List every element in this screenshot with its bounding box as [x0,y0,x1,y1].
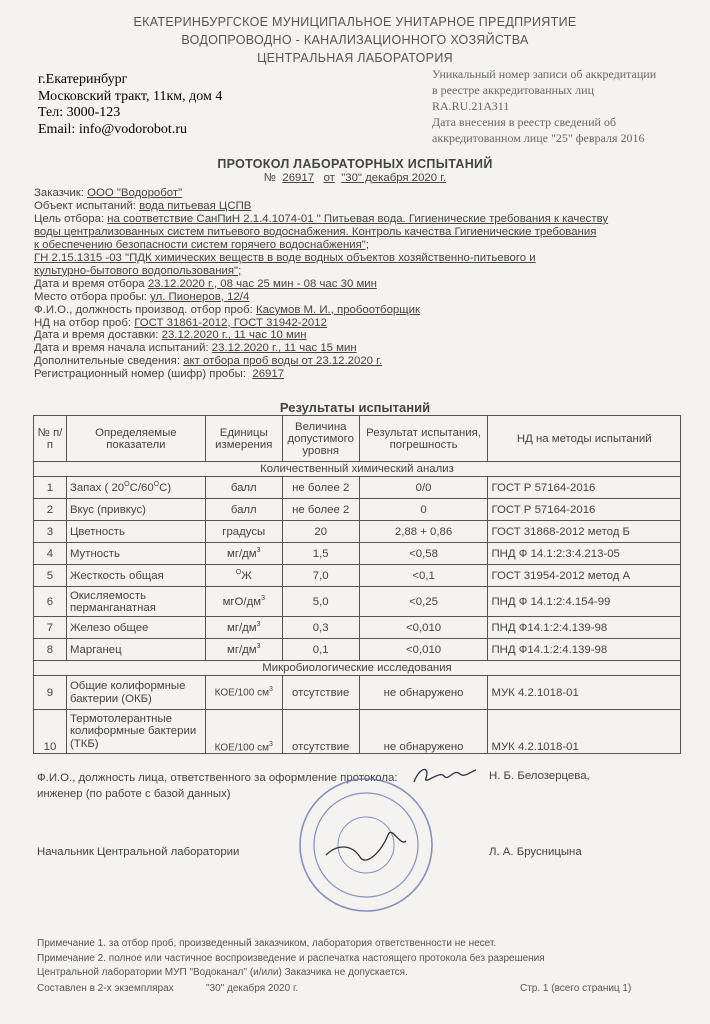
note: Примечание 1. за отбор проб, произведенный заказчиком, лаборатория ответственности не несет. [37,938,497,949]
footer-copies: Составлен в 2-х экземплярах [37,983,174,994]
cell-result: <0,1 [359,565,488,587]
cell-name-line: Общие колиформные [69,680,186,692]
header-unit: Единицы измерения [205,416,282,462]
field-label: Дата и время доставки: [34,329,159,342]
cell-limit: 1,5 [282,543,359,565]
header-num: № п/п [34,416,67,462]
cell-name [66,587,205,617]
accreditation-line: в реестре аккредитованных лиц [432,83,594,97]
cell-unit: КОЕ/100 $см^3$ [205,710,282,754]
protocol-number: 26917 [282,172,315,184]
note: Примечание 2. полное или частичное воспроизведение и распечатка настоящего протокола без разрешения [37,952,545,964]
field-label: НД на отбор проб: [34,316,132,329]
sampling-datetime: 23.12.2020 г., 08 час 25 мин - 08 час 30 мин [147,277,377,290]
cell-limit: не более 2 [282,499,359,521]
org-name-line3: ЦЕНТРАЛЬНАЯ ЛАБОРАТОРИЯ [257,51,453,65]
cell-unit-text: мг/дм [226,621,257,634]
table-row [34,565,681,587]
field-label: Ф.И.О., должность производ. отбор проб: [34,303,253,316]
cell-unit: КОЕ/100 $см^3$ [205,676,282,710]
cell-name: Запах ( $20^OC/60^OC$) [66,477,205,499]
cell-method: МУК 4.2.1018-01 [488,710,681,754]
table-row [34,521,681,543]
cell-name-line: перманганатная [69,601,156,614]
cell-name-line: Термотолерантные [69,712,172,725]
cell-num: 4 [34,543,67,565]
cell-limit: отсутствие [282,710,359,754]
cell-num: 2 [34,499,67,521]
cell-method: ГОСТ 31868-2012 метод Б [488,521,681,543]
results-table [33,415,681,754]
cell-unit: $мг/дм^3$ [205,617,282,639]
cell-num: 5 [34,565,67,587]
purpose-value: культурно-бытового водопользования"; [34,264,242,277]
cell-unit-text: мг/дм [226,547,257,560]
cell-method: МУК 4.2.1018-01 [488,676,681,710]
field-label: Дополнительные сведения: [34,355,181,368]
header-limit: Величина допустимого уровня [282,416,359,462]
results-title: Результаты испытаний [279,400,431,415]
purpose-value: на соответствие СанПиН 2.1.4.1074-01 " Питьевая вода. Гигиенические требования к качеству [107,212,609,225]
protocol-number-line [0,172,710,184]
responsible-position: инженер (по работе с базой данных) [37,788,231,800]
cell-limit: не более 2 [282,477,359,499]
cell-unit: $мг/дм^3$ [205,543,282,565]
section-micro: Микробиологические исследования [34,661,681,676]
cell-limit: 0,3 [282,617,359,639]
org-name-line2: ВОДОПРОВОДНО - КАНАЛИЗАЦИОННОГО ХОЗЯЙСТВА [181,33,529,47]
cell-method: ГОСТ Р 57164-2016 [488,499,681,521]
cell-unit: мгО/$дм^3$ [205,587,282,617]
cell-method: ГОСТ Р 57164-2016 [488,477,681,499]
cell-num: 7 [34,617,67,639]
header-indicator: Определяемые показатели [66,416,205,462]
field-label: Цель отбора: [34,212,105,225]
nd-value: ГОСТ 31861-2012, ГОСТ 31942-2012 [134,316,327,329]
official-stamp [296,775,436,915]
head-title: Начальник Центральной лаборатории [37,846,240,858]
field-label: Дата и время начала испытаний: [34,342,209,355]
field-label: Заказчик: [34,187,84,199]
cell-unit-text: Ж [241,569,252,582]
protocol-date: "30" декабря 2020 г. [341,172,447,184]
sampling-place: ул. Пионеров, 12/4 [150,290,250,303]
cell-method: ПНД Ф 14.1:2:3:4.213-05 [488,543,681,565]
table-row [34,587,681,617]
responsible-label: Ф.И.О., должность лица, ответственного за оформление протокола: [37,772,398,784]
section-chem: Количественный химический анализ [34,462,681,477]
cell-num: 8 [34,639,67,661]
cell-unit: градусы [205,521,282,543]
cell-result: <0,58 [359,543,488,565]
cell-result: <0,010 [359,617,488,639]
cell-name [66,710,205,754]
table-row [34,710,681,754]
cell-name: Цветность [66,521,205,543]
cell-name-line: бактерии (ОКБ) [69,692,152,705]
notes-block [37,937,545,981]
contact-block [38,72,222,138]
cell-limit: 0,1 [282,639,359,661]
cell-unit-text: мг/дм [226,643,257,656]
cell-name: Железо общее [66,617,205,639]
delivery-value: 23.12.2020 г., 11 час 10 мин [161,329,307,342]
contact-email: Email: info@vodorobot.ru [38,121,187,137]
date-prefix: от [323,172,335,184]
cell-num: 9 [34,676,67,710]
customer-value: ООО "Водоробот" [87,187,183,199]
cell-unit-text: мгО/дм [222,595,262,608]
cell-limit: отсутствие [282,676,359,710]
cell-method: ГОСТ 31954-2012 метод А [488,565,681,587]
cell-result: не обнаружено [359,710,488,754]
head-name: Л. А. Брусницына [489,846,582,858]
cell-name-line: Окисляемость [69,589,147,602]
cell-result: 0/0 [359,477,488,499]
extra-value: акт отбора проб воды от 23.12.2020 г. [183,355,383,368]
cell-name-text: Запах ( 20 [69,481,125,494]
note: Центральной лаборатории МУП "Водоканал" (и/или) Заказчика не допускается. [37,967,408,978]
cell-unit: $^O$Ж [205,565,282,587]
cell-name: Марганец [66,639,205,661]
cell-unit-text: КОЕ/100 см [214,742,269,753]
cell-name: Вкус (привкус) [66,499,205,521]
contact-phone: Тел: 3000-123 [38,105,121,120]
cell-limit: 7,0 [282,565,359,587]
cell-result: не обнаружено [359,676,488,710]
cell-result: 0 [359,499,488,521]
org-name-line1: ЕКАТЕРИНБУРГСКОЕ МУНИЦИПАЛЬНОЕ УНИТАРНОЕ ПРЕДПРИЯТИЕ [133,15,577,29]
purpose-value: к обеспечению безопасности систем горячего водоснабжения"; [34,238,369,251]
table-row [34,639,681,661]
cell-result: <0,010 [359,639,488,661]
field-label: Дата и время отбора [34,277,145,290]
footer-page: Стр. 1 (всего страниц 1) [520,983,632,994]
field-label: Место отбора пробы: [34,290,147,303]
protocol-title: ПРОТОКОЛ ЛАБОРАТОРНЫХ ИСПЫТАНИЙ [217,157,493,171]
cell-num: 10 [34,710,67,754]
responsible-name: Н. Б. Белозерцева, [489,770,590,782]
accreditation-block [432,66,656,146]
cell-method: ПНД Ф14.1:2:4.139-98 [488,639,681,661]
contact-address: Московский тракт, 11км, дом 4 [38,88,223,104]
purpose-value: воды централизованных систем питьевого водоснабжения. Контроль качества Гигиенические требования [34,225,597,238]
footer-date: "30" декабря 2020 г. [206,983,299,994]
table-row [34,676,681,710]
number-prefix: № [263,172,277,184]
header-result: Результат испытания, погрешность [359,416,488,462]
sampler-value: Касумов М. И., пробоотборщик [255,303,420,316]
field-label: Объект испытаний: [34,199,136,212]
cell-name: Мутность [66,543,205,565]
accreditation-line: Дата внесения в реестр сведений об [432,115,617,129]
cell-unit: $мг/дм^3$ [205,639,282,661]
cell-unit: балл [205,499,282,521]
cell-unit-text: КОЕ/100 см [214,687,269,699]
cell-unit: балл [205,477,282,499]
cell-limit: 5,0 [282,587,359,617]
table-row [34,499,681,521]
start-value: 23.12.2020 г., 11 час 15 мин [211,342,357,355]
header-method: НД на методы испытаний [488,416,681,462]
cell-name: Жесткость общая [66,565,205,587]
cell-num: 1 [34,477,67,499]
cell-name [66,676,205,710]
accreditation-line: Уникальный номер записи об аккредитации [432,67,657,81]
table-row [34,477,681,499]
cell-num: 3 [34,521,67,543]
cell-num: 6 [34,587,67,617]
cell-name-line: (ТКБ) [69,737,99,750]
cell-method: ПНД Ф 14.1:2:4.154-99 [488,587,681,617]
table-row [34,543,681,565]
cell-limit: 20 [282,521,359,543]
object-value: вода питьевая ЦСПВ [139,199,252,212]
stamp-anchor [556,800,557,801]
cell-result: 2,88 + 0,86 [359,521,488,543]
field-label: Регистрационный номер (шифр) пробы: [34,368,247,381]
accreditation-number: RA.RU.21АЗ11 [432,99,510,113]
accreditation-date: аккредитованном лице "25" февраля 2016 [432,131,645,145]
cell-method: ПНД Ф14.1:2:4.139-98 [488,617,681,639]
purpose-value: ГН 2.15.1315 -03 "ПДК химических веществ в воде водных объектов хозяйственно-питьевого и [34,251,536,264]
protocol-fields [34,187,674,381]
cell-result: <0,25 [359,587,488,617]
table-row [34,617,681,639]
contact-city: г.Екатеринбург [38,72,128,87]
reg-number: 26917 [252,368,285,381]
cell-name-line: колиформные бактерии [69,725,197,738]
